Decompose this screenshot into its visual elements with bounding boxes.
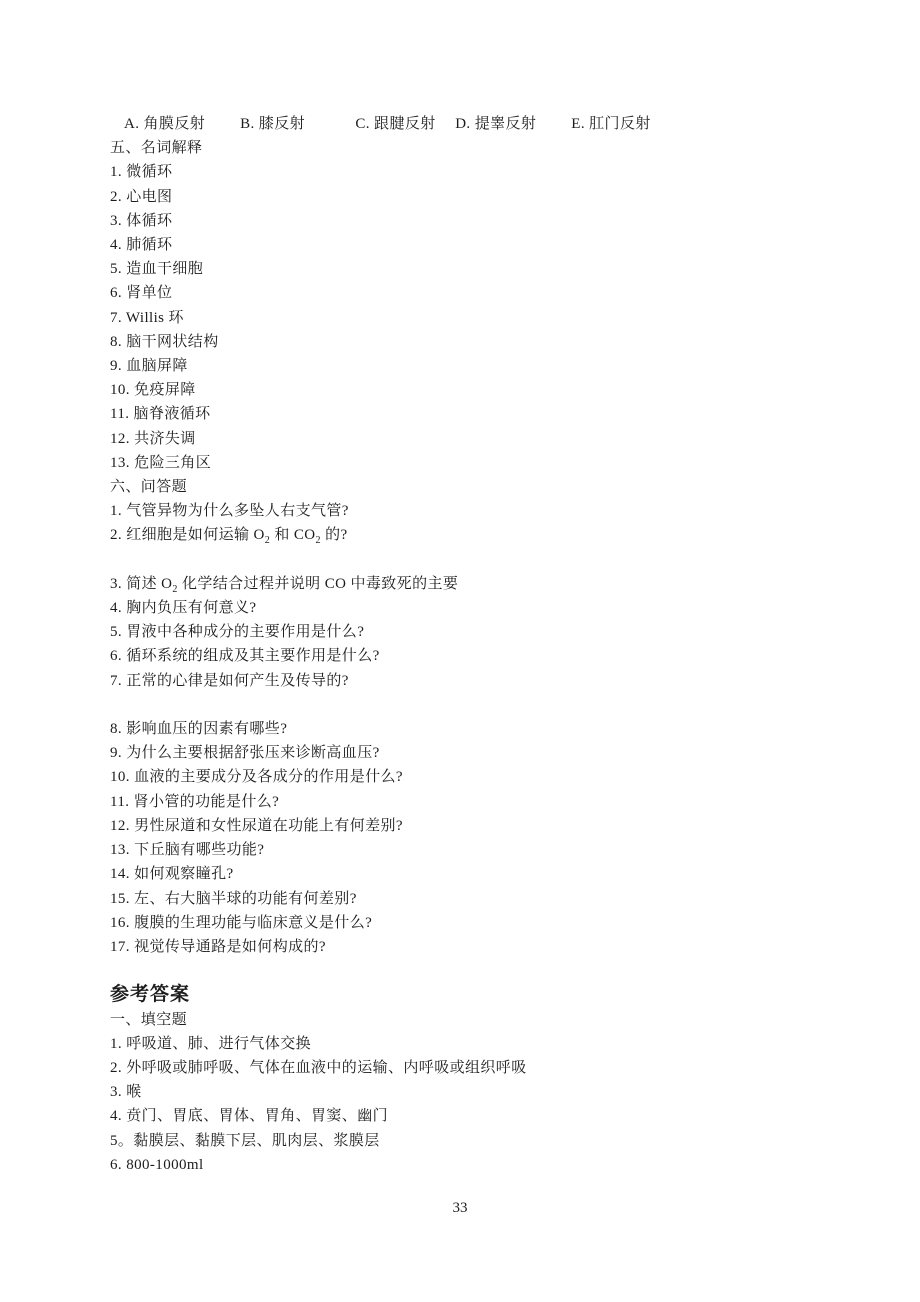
term-item: 11. 脑脊液循环 [110,406,211,423]
term-item: 13. 危险三角区 [110,454,212,471]
question-item: 4. 胸内负压有何意义? [110,600,257,617]
answer-item: 4. 贲门、胃底、胃体、胃角、胃窦、幽门 [110,1108,389,1125]
question-item: 16. 腹膜的生理功能与临床意义是什么? [110,914,373,931]
question-item: 7. 正常的心律是如何产生及传导的? [110,672,349,689]
question-item: 13. 下丘脑有哪些功能? [110,842,265,859]
term-item: 4. 肺循环 [110,237,173,254]
term-item: 10. 免疫屏障 [110,382,196,399]
blank-line [110,959,825,983]
term-item: 2. 心电图 [110,188,173,205]
section-5-heading: 五、名词解释 [110,140,203,157]
subscript: 2 [264,535,271,547]
term-item: 7. Willis 环 [110,309,184,326]
question-item: 5. 胃液中各种成分的主要作用是什么? [110,624,365,641]
answer-item: 5。黏膜层、黏膜下层、肌肉层、浆膜层 [110,1132,380,1149]
question-item: 15. 左、右大脑半球的功能有何差别? [110,890,357,907]
term-item: 6. 肾单位 [110,285,173,302]
question-item: 14. 如何观察瞳孔? [110,866,234,883]
answer-item: 2. 外呼吸或肺呼吸、气体在血液中的运输、内呼吸或组织呼吸 [110,1059,527,1076]
question-item: 2. 红细胞是如何运输 $O_2$ 和 $CO_2$ 的? [110,527,348,547]
question-item: 9. 为什么主要根据舒张压来诊断高血压? [110,745,380,762]
question-item: 10. 血液的主要成分及各成分的作用是什么? [110,769,403,786]
term-item: 9. 血脑屏障 [110,358,188,375]
term-item: 12. 共济失调 [110,430,196,447]
blank-line [110,693,825,717]
blank-line [110,548,825,572]
question-item: 8. 影响血压的因素有哪些? [110,721,288,738]
answer-item: 6. 800-1000ml [110,1156,204,1173]
question-item: 1. 气管异物为什么多坠人右支气管? [110,503,349,520]
subscript: 2 [315,535,321,547]
section-1-heading: 一、填空题 [110,1011,188,1028]
option-row: A. 角膜反射 B. 膝反射 C. 跟腱反射 D. 提睾反射 E. 肛门反射 [124,116,651,132]
term-item: 1. 微循环 [110,164,173,181]
term-item: 8. 脑干网状结构 [110,333,219,350]
answer-item: 1. 呼吸道、肺、进行气体交换 [110,1035,312,1052]
reference-answers-heading: 参考答案 [110,984,191,1006]
page-number: 33 [452,1200,468,1216]
question-item: 6. 循环系统的组成及其主要作用是什么? [110,648,380,665]
question-item: 11. 肾小管的功能是什么? [110,793,280,810]
term-item: 3. 体循环 [110,212,173,229]
section-6-heading: 六、问答题 [110,479,188,496]
question-item: 12. 男性尿道和女性尿道在功能上有何差别? [110,817,403,834]
subscript: 2 [172,583,178,595]
question-item: 17. 视觉传导通路是如何构成的? [110,938,326,955]
question-item: 3. 简述 $O_2$ 化学结合过程并说明 CO 中毒致死的主要 [110,575,459,595]
document-body [110,112,825,1177]
answer-item: 3. 喉 [110,1084,142,1101]
term-item: 5. 造血干细胞 [110,261,204,278]
